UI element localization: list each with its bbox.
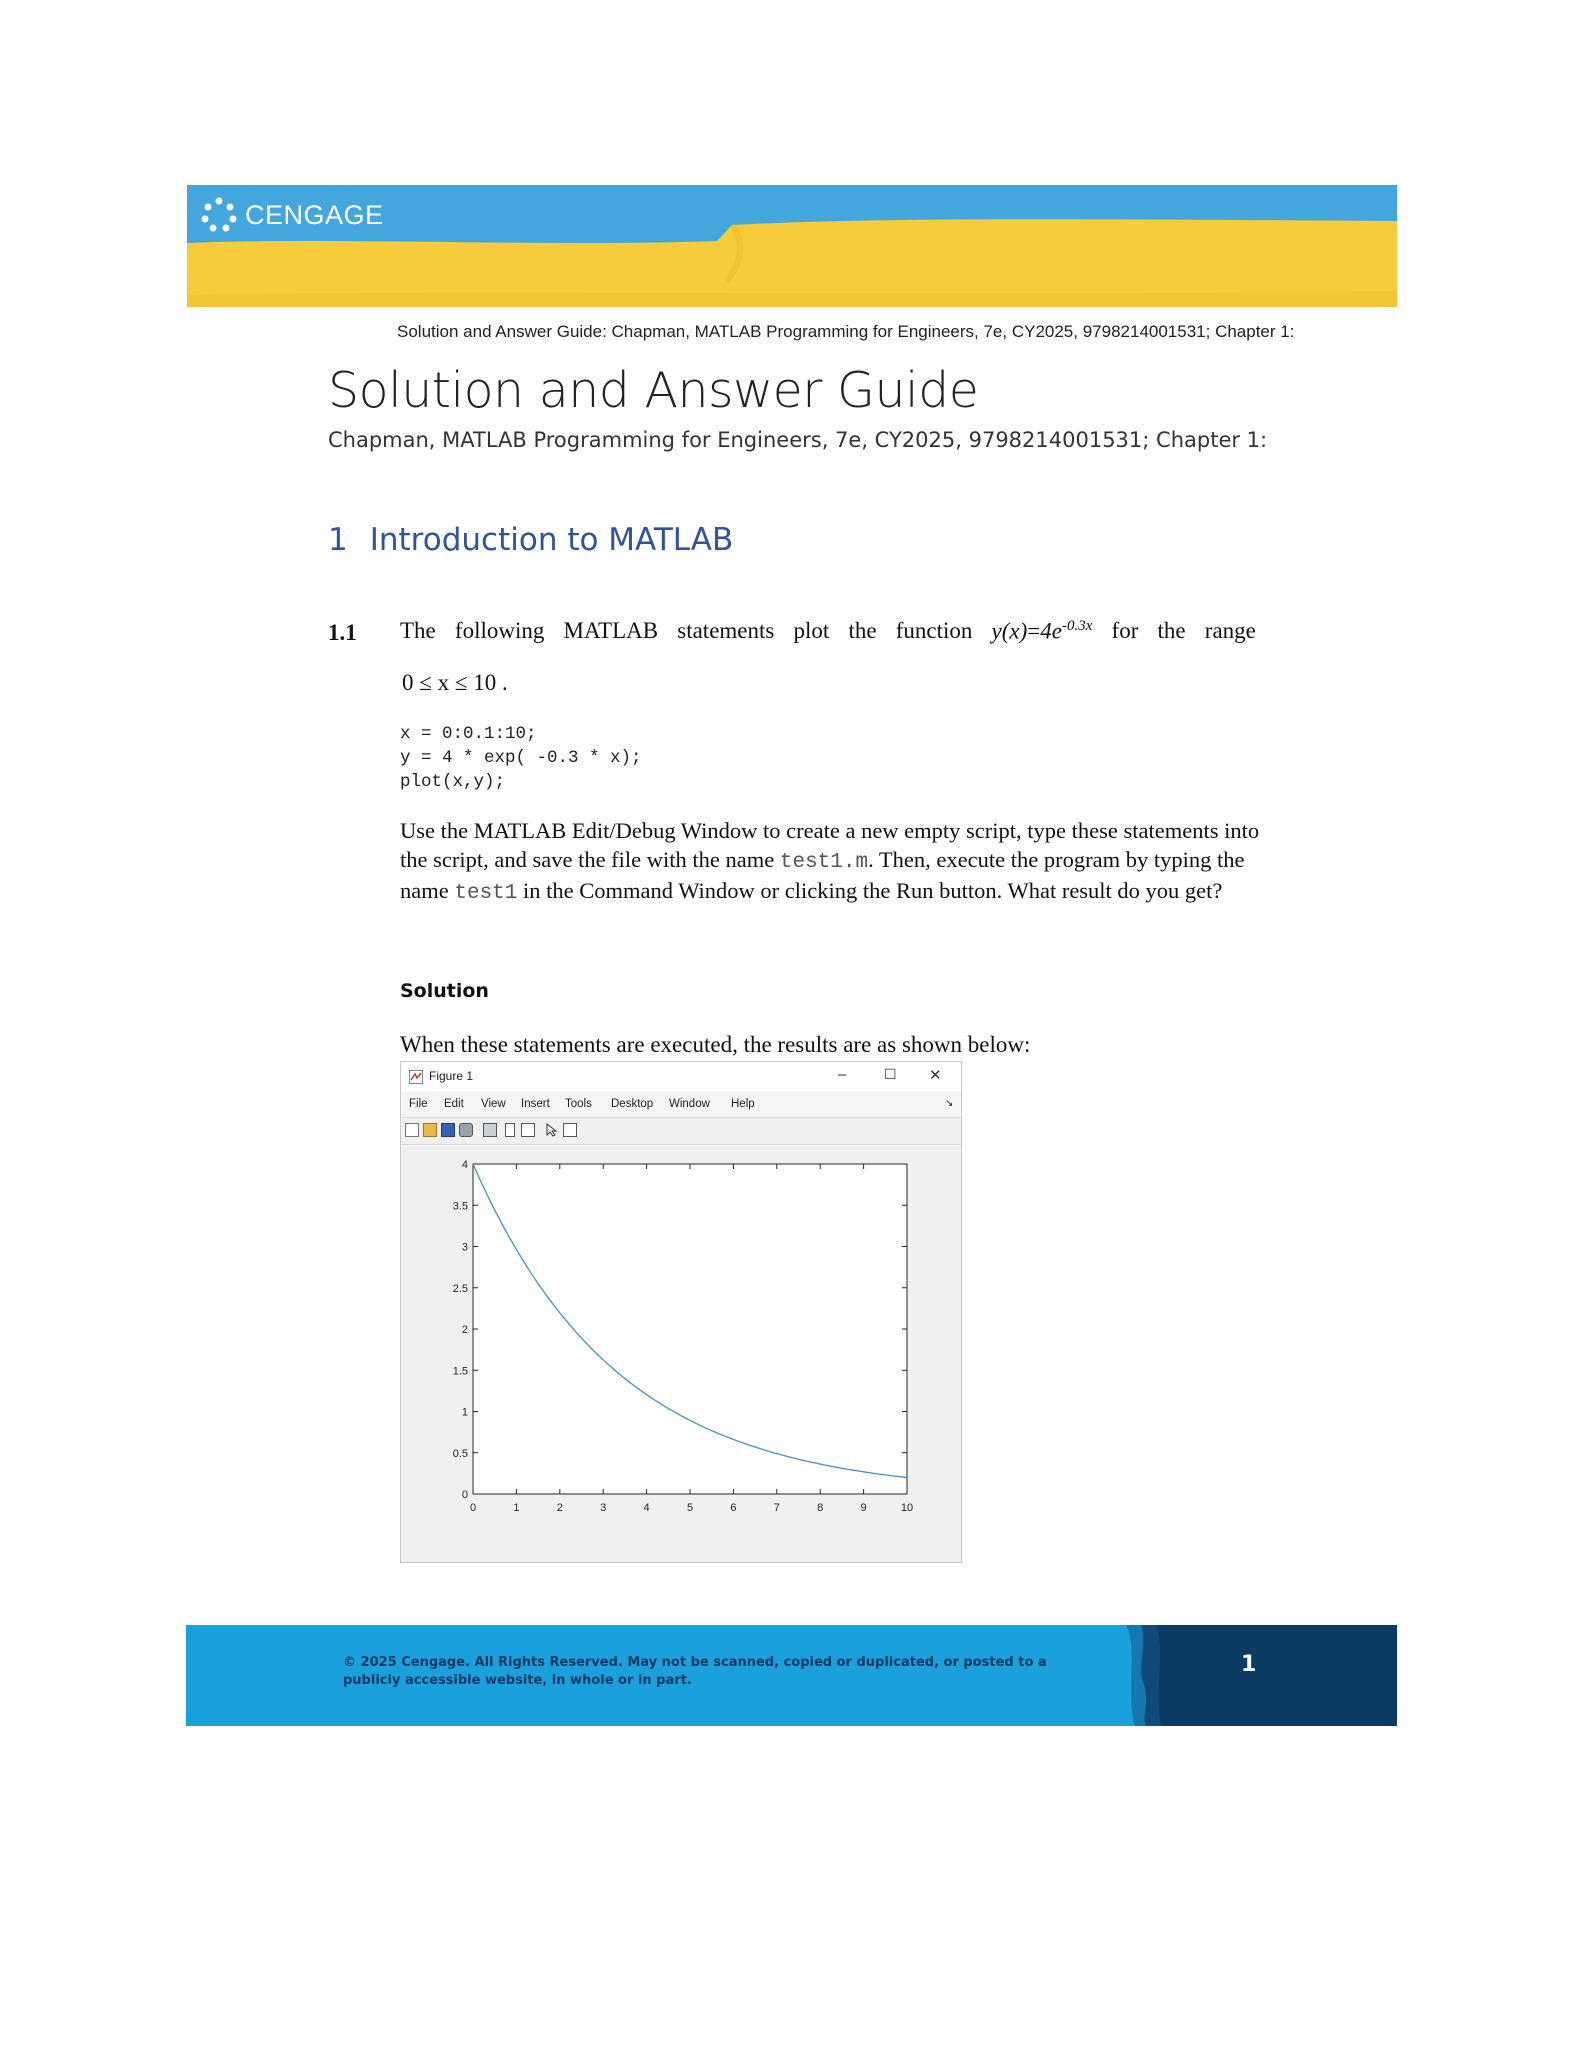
file-name: test1.m [779,850,869,874]
y-tick-label: 1.5 [452,1365,468,1378]
figure-title: Figure 1 [429,1069,474,1083]
x-tick-label: 6 [730,1502,737,1514]
logo-text: CENGAGE [245,199,384,230]
x-tick-label: 1 [513,1502,520,1514]
code-line: y = 4 * exp( -0.3 * x); [400,748,642,768]
code-line: plot(x,y); [400,772,506,792]
pointer-icon[interactable] [545,1123,559,1137]
function-lhs: y(x) [991,618,1028,644]
minimize-button[interactable]: – [838,1066,847,1083]
copyright-notice: © 2025 Cengage. All Rights Reserved. May not be scanned, copied or duplicated, or posted to a publicly accessible website, in whole or in part. [343,1655,1047,1688]
y-tick-label: 1 [461,1406,468,1419]
word: range [1204,618,1256,643]
solution-heading: Solution [400,980,489,1002]
range-expression: 0 ≤ x ≤ 10 . [402,670,508,695]
instructions-paragraph [400,817,1260,909]
word: statements [677,618,775,643]
solution-text: When these statements are executed, the results are as shown below: [400,1032,1031,1057]
function-equals: = [1027,618,1041,644]
word: MATLAB [563,618,659,643]
document-subtitle: Chapman, MATLAB Programming for Engineers, 7e, CY2025, 9798214001531; Chapter 1: [328,428,1268,452]
problem-number: 1.1 [328,620,357,645]
matlab-figure-icon [409,1070,423,1084]
y-tick-label: 2.5 [452,1282,468,1295]
x-tick-label: 3 [600,1502,607,1514]
script-name: test1 [454,882,518,905]
link-plot-icon[interactable] [483,1123,497,1137]
chapter-title: Introduction to MATLAB [369,522,734,558]
menu-insert[interactable]: Insert [521,1098,550,1110]
x-tick-label: 9 [860,1502,867,1514]
cengage-logo-icon [199,195,239,235]
property-editor-icon[interactable] [563,1123,577,1137]
word: the [848,618,877,643]
menu-view[interactable]: View [481,1098,506,1110]
figure-window [400,1061,962,1563]
header-banner [187,185,1397,307]
running-head: Solution and Answer Guide: Chapman, MATLAB Programming for Engineers, 7e, CY2025, 9798214001531; Chapter 1: [397,322,1295,341]
function-exponent: -0.3x [1061,618,1093,634]
word: for [1111,618,1139,643]
menu-file[interactable]: File [409,1098,428,1110]
menu-tools[interactable]: Tools [565,1098,592,1110]
insert-legend-icon[interactable] [521,1123,535,1137]
figure-titlebar [401,1062,961,1092]
menu-help[interactable]: Help [731,1098,755,1110]
y-tick-label: 2 [461,1324,468,1336]
code-line: x = 0:0.1:10; [400,724,537,744]
y-tick-label: 3 [461,1241,468,1254]
word: plot [793,618,830,643]
menu-overflow-icon[interactable]: ↘ [945,1098,954,1109]
chapter-number: 1 [328,522,348,558]
figure-toolbar [401,1117,961,1145]
menu-window[interactable]: Window [669,1098,710,1110]
x-tick-label: 0 [469,1502,477,1514]
word: following [454,618,545,643]
open-file-icon[interactable] [423,1123,437,1137]
insert-colorbar-icon[interactable] [505,1123,515,1137]
x-tick-label: 2 [556,1502,563,1514]
para-text: in the Command Window or clicking the Run button. What result do you get? [517,878,1223,903]
close-button[interactable]: ✕ [929,1067,942,1084]
print-icon[interactable] [459,1123,473,1137]
x-tick-label: 5 [686,1502,694,1514]
y-tick-label: 3.5 [452,1200,468,1213]
function-equation [992,618,1093,645]
y-tick-label: 0.5 [452,1447,468,1460]
problem-statement-line [400,618,1256,645]
para-text: . Then, execute the program by typing the name [400,846,1245,903]
y-tick-label: 0 [461,1489,468,1501]
page-number: 1 [1241,1652,1257,1677]
x-tick-label: 10 [900,1502,914,1514]
word: the [1157,618,1186,643]
function-coefficient: 4e [1040,618,1062,644]
x-tick-label: 7 [773,1502,780,1514]
code-block [400,722,642,794]
save-icon[interactable] [441,1123,455,1137]
new-figure-icon[interactable] [405,1123,419,1137]
figure-menubar [401,1093,961,1117]
x-tick-label: 4 [643,1502,650,1514]
footer-band [186,1625,1397,1726]
cengage-logo [199,195,384,235]
word: The [400,618,436,643]
word: function [895,618,973,643]
para-text: Use the MATLAB Edit/Debug Window to create a new empty script, type these statements into the script, and save the file with the name [400,818,1260,872]
axes-box [473,1164,907,1494]
chapter-heading [328,522,733,558]
document-title: Solution and Answer Guide [328,362,979,419]
menu-desktop[interactable]: Desktop [611,1098,654,1110]
plot-area [401,1144,961,1562]
maximize-button[interactable]: ☐ [884,1066,897,1082]
x-tick-label: 8 [817,1502,824,1514]
y-tick-label: 4 [461,1159,468,1171]
menu-edit[interactable]: Edit [444,1098,464,1110]
